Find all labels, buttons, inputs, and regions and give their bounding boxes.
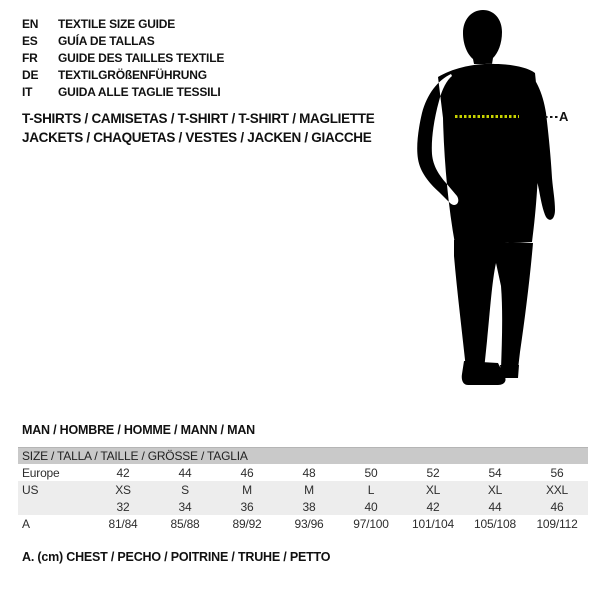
- table-cell: 42: [116, 465, 130, 480]
- table-cell: 101/104: [412, 516, 454, 531]
- table-cell: S: [181, 482, 189, 497]
- category-line-jackets: JACKETS / CHAQUETAS / VESTES / JACKEN / GIACCHE: [22, 130, 372, 145]
- language-label: GUIDA ALLE TAGLIE TESSILI: [58, 85, 221, 99]
- table-row-europe: [18, 464, 588, 481]
- table-cell: 44: [178, 465, 192, 480]
- table-cell: 46: [240, 465, 254, 480]
- garment-category-lines: [22, 109, 374, 147]
- row-label: A: [22, 516, 30, 531]
- table-cell: 97/100: [353, 516, 389, 531]
- table-cell: XL: [425, 482, 441, 497]
- section-title-man: MAN / HOMBRE / HOMME / MANN / MAN: [22, 423, 255, 437]
- language-row-fr: [22, 50, 224, 67]
- language-code: DE: [22, 68, 39, 82]
- table-cell: 34: [178, 499, 192, 514]
- row-label: US: [22, 482, 39, 497]
- table-row-us-numeric: [18, 498, 588, 515]
- table-cell: 44: [488, 499, 502, 514]
- language-row-de: [22, 67, 224, 84]
- chest-measure-dashed-line: [455, 115, 519, 118]
- size-table: [18, 447, 588, 532]
- table-cell: 89/92: [232, 516, 262, 531]
- table-cell: 56: [550, 465, 564, 480]
- table-cell: XL: [487, 482, 503, 497]
- table-cell: 36: [240, 499, 254, 514]
- measure-callout-dashes: [545, 116, 559, 118]
- language-label: GUÍA DE TALLAS: [58, 34, 155, 48]
- table-row-chest-a: [18, 515, 588, 532]
- size-table-header: SIZE / TALLA / TAILLE / GRÖSSE / TAGLIA: [18, 447, 588, 464]
- table-cell: XS: [115, 482, 131, 497]
- table-cell: 93/96: [294, 516, 324, 531]
- table-cell: 81/84: [108, 516, 138, 531]
- table-cell: 32: [116, 499, 130, 514]
- table-cell: 85/88: [170, 516, 200, 531]
- table-cell: 38: [302, 499, 316, 514]
- table-cell: 52: [426, 465, 440, 480]
- language-code: IT: [22, 85, 33, 99]
- table-cell: 54: [488, 465, 502, 480]
- table-cell: M: [242, 482, 252, 497]
- table-cell: XXL: [545, 482, 569, 497]
- language-row-en: [22, 16, 224, 33]
- table-cell: 40: [364, 499, 378, 514]
- language-code: EN: [22, 17, 39, 31]
- man-silhouette: [405, 0, 600, 400]
- language-label: TEXTILE SIZE GUIDE: [58, 17, 176, 31]
- table-row-us: [18, 481, 588, 498]
- language-label: GUIDE DES TAILLES TEXTILE: [58, 51, 225, 65]
- measurement-footnote: A. (cm) CHEST / PECHO / POITRINE / TRUHE / PETTO: [22, 550, 331, 564]
- language-code: ES: [22, 34, 38, 48]
- table-cell: 50: [364, 465, 378, 480]
- table-cell: 48: [302, 465, 316, 480]
- table-cell: M: [304, 482, 314, 497]
- table-cell: 46: [550, 499, 564, 514]
- table-cell: 109/112: [536, 516, 578, 531]
- category-line-tshirts: T-SHIRTS / CAMISETAS / T-SHIRT / T-SHIRT / MAGLIETTE: [22, 111, 375, 126]
- language-code: FR: [22, 51, 38, 65]
- table-cell: 42: [426, 499, 440, 514]
- language-label: TEXTILGRÖßENFÜHRUNG: [58, 68, 207, 82]
- language-row-it: [22, 84, 224, 101]
- row-label: Europe: [22, 465, 60, 480]
- measure-label-a: A: [559, 109, 569, 124]
- man-silhouette-svg: [405, 0, 600, 400]
- language-list: [22, 16, 224, 101]
- language-row-es: [22, 33, 224, 50]
- table-cell: 105/108: [474, 516, 516, 531]
- table-cell: L: [367, 482, 375, 497]
